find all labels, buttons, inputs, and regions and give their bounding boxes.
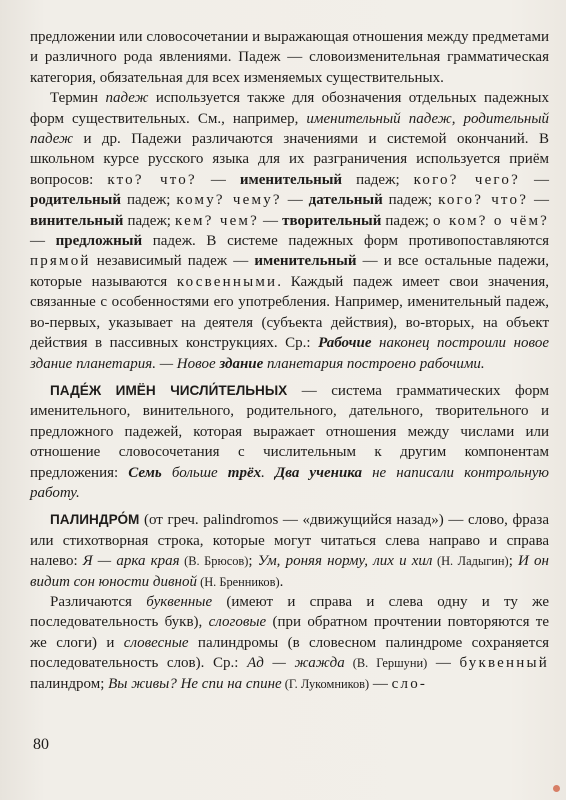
text-run: Ум, роняя норму, лих и хил [257,553,433,570]
text-run: (В. Гершуни) [344,656,428,671]
text-run: творительный [282,212,382,229]
text-run: падеж; [123,212,176,229]
text-run: — [519,171,549,188]
text-run: слоговые [208,614,267,631]
text-run: именительный [239,171,343,188]
text-run: И он видит сон юности дивной [30,553,549,590]
text-run: предложении или словосочетании и выражающая отношения между предметами и различного рода явлениями. Падеж — словоизменительная грамматическая категория, обязательная для всех изменяемых существительных. [30,29,549,86]
text-run: кого? что? [438,192,529,209]
text-run: трёх [227,464,262,481]
text-run: винительный [30,212,124,229]
text-run: ПАДЕ́Ж ИМЁН ЧИСЛИ́ТЕЛЬНЫХ [50,382,288,398]
text-run: ; [508,553,519,570]
entry-palindrom [30,510,549,592]
text-run: планетария построено рабочими. [263,355,485,372]
text-run: именительный падеж, родительный падеж [30,110,549,148]
text-run: косвенными [176,273,278,290]
text-run: . [261,464,275,481]
text-run: наконец построили новое здание планетария. — Новое [30,335,549,372]
text-run: (Н. Бренников) [196,574,280,589]
text-run: падеж; [381,212,433,229]
text-run: падеж; [342,171,414,188]
text-run: Ад — жажда [247,655,345,672]
text-run: падеж; [382,192,439,209]
text-run: независимый падеж — [90,253,255,270]
text-run: предложный [55,233,143,250]
text-run: Я — арка края [82,553,180,570]
text-run: — [258,212,283,229]
text-run: дательный [308,192,383,209]
text-run: (Г. Лукомников) [281,676,370,691]
text-run: . [279,573,284,590]
text-run: сло- [391,675,428,692]
text-run: прямой [30,253,91,270]
padezh-paragraph [30,88,549,374]
text-run: Термин [50,90,106,107]
text-run: Вы живы? Не спи на спине [108,675,282,692]
page-text [30,27,549,694]
text-run: ПАЛИНДРО́М [50,512,140,528]
text-run: (имеют и справа и слева одну и ту же последовательность букв), [30,593,549,631]
text-run: — [427,655,460,672]
text-run [299,465,309,481]
text-run: буквенный [459,655,549,672]
text-run: ; [248,553,258,570]
text-run: буквенные [146,593,213,610]
text-run: родительный [30,192,122,209]
text-run: кого? чего? [413,171,520,188]
text-run: (от греч. palindromos — «движущийся назад») — слово, фраза или стихотворная строка, которые могут читаться слева направо и справа налево: [30,512,549,570]
continuation-paragraph [30,27,549,88]
text-run: (при обратном прочтении повторяются те же слоги) и [30,614,549,651]
text-run: кто? что? [107,171,197,188]
text-run: ученика [309,464,363,481]
text-run: словесные [123,634,189,651]
text-run: — [281,192,309,209]
text-run: — [369,675,392,692]
entry-padezh-imen-chislitelnyh [30,381,549,503]
text-run: падеж [105,90,149,107]
text-run: Семь [128,464,162,481]
text-run: (Н. Ладыгин) [432,554,509,569]
text-run: больше [161,464,228,481]
text-run: падеж. В системе падежных форм противопоставляются [142,233,550,250]
text-run: (В. Брюсов) [179,554,249,569]
text-run: палиндром; [30,675,109,692]
palindrom-types-paragraph [30,592,549,694]
text-run: падеж; [121,192,177,209]
text-run: и др. Падежи различаются значениями и системой окончаний. В школьном курсе русского языка для их разграничения используется приём вопросов: [30,131,549,188]
text-run: . Каждый падеж имеет свои значения, связанные с особенностями его употребления. Например, именительный падеж, во-первых, указывает на деятеля (субъекта действия), во-вторых, на объект действия в пассивных конструкциях. Ср.: [30,273,549,352]
text-run: кем? чем? [175,212,259,229]
page-number: 80 [33,736,49,753]
text-run: Различаются [50,593,147,610]
corner-mark [553,785,560,792]
text-run: не написали контрольную работу. [30,464,550,501]
text-run: палиндромы (в словесном палиндроме сохраняется последовательность слов). Ср.: [30,634,549,672]
text-run: здание [219,355,264,372]
text-run: используется также для обозначения отдельных падежных форм существительных. См., например, [30,90,549,127]
text-run: — система грамматических форм именительного, винительного, родительного, дательного, творительного и предложного падежей, которая выражает отношения между числами или отношение словосочетания с числительным к другим компонентам предложения: [30,382,549,481]
text-run: — и все остальные падежи, которые называются [30,253,549,290]
text-run: кому? чему? [176,192,282,209]
text-run: — [528,192,549,209]
text-run: именительный [254,253,357,270]
text-run: Два [274,464,300,481]
text-run: — [30,233,56,250]
text-run: Рабочие [318,335,372,352]
text-run: о ком? о чём? [432,212,550,229]
text-run: — [196,171,240,188]
